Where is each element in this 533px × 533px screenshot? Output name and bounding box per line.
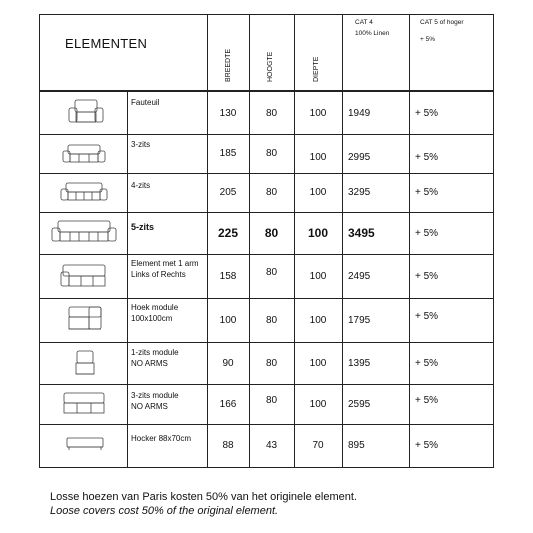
five-seater-sofa-icon xyxy=(50,218,118,246)
row-diepte: 100 xyxy=(309,107,327,119)
row-price: 1795 xyxy=(348,314,371,326)
row-diepte: 100 xyxy=(309,314,327,326)
row-name-sub: 100x100cm xyxy=(131,314,173,323)
row-name-sub: NO ARMS xyxy=(131,402,168,411)
row-extra: + 5% xyxy=(415,440,439,451)
one-seater-module-icon xyxy=(74,348,96,378)
table-border-bottom xyxy=(39,467,494,468)
row-hoogte: 80 xyxy=(265,187,278,198)
row-hoogte: 43 xyxy=(265,440,278,451)
row-extra: + 5% xyxy=(415,270,439,282)
table-divider xyxy=(127,90,128,468)
one-arm-element-icon xyxy=(59,262,109,290)
row-price: 2595 xyxy=(348,398,371,410)
header-cat5-line2: + 5% xyxy=(420,36,435,43)
row-price: 3495 xyxy=(348,226,375,240)
row-hoogte: 80 xyxy=(265,357,278,369)
row-diepte: 100 xyxy=(309,357,327,369)
row-extra: + 5% xyxy=(415,152,439,163)
table-divider xyxy=(342,14,343,468)
row-hoogte: 80 xyxy=(265,148,278,159)
row-price: 1395 xyxy=(348,357,371,369)
row-hoogte: 80 xyxy=(264,226,279,240)
table-divider xyxy=(409,14,410,468)
row-breedte: 88 xyxy=(222,440,234,451)
header-cat4 xyxy=(355,17,389,39)
row-extra: + 5% xyxy=(415,107,439,119)
row-name: Fauteuil xyxy=(131,98,160,107)
header-diepte: DIEPTE xyxy=(313,56,320,82)
row-name: Hocker 88x70cm xyxy=(131,434,192,443)
row-breedte: 130 xyxy=(219,107,237,119)
four-seater-sofa-icon xyxy=(59,180,109,204)
row-price: 1949 xyxy=(348,107,371,119)
header-hoogte: HOOGTE xyxy=(267,51,274,82)
row-name: 3-zits xyxy=(131,140,151,149)
row-name: 4-zits xyxy=(131,181,151,190)
row-name: 5-zits xyxy=(131,222,155,232)
row-extra: + 5% xyxy=(415,187,439,198)
row-name: 1-zits module xyxy=(131,348,179,357)
three-seater-sofa-icon xyxy=(61,142,107,166)
row-breedte: 100 xyxy=(219,314,237,326)
footstool-icon xyxy=(65,434,105,454)
corner-module-icon xyxy=(67,304,103,336)
row-hoogte: 80 xyxy=(265,266,278,278)
table-border-top xyxy=(39,14,494,15)
note-english: Loose covers cost 50% of the original element. xyxy=(50,505,279,517)
row-price: 895 xyxy=(348,440,365,451)
row-extra: + 5% xyxy=(415,394,439,406)
table-title: ELEMENTEN xyxy=(65,36,148,51)
row-diepte: 100 xyxy=(309,398,327,410)
header-breedte: BREEDTE xyxy=(225,48,232,82)
row-breedte: 158 xyxy=(219,270,237,282)
row-breedte: 225 xyxy=(217,226,239,240)
row-name-sub: NO ARMS xyxy=(131,359,168,368)
row-name: Element met 1 arm xyxy=(131,259,199,268)
row-extra: + 5% xyxy=(415,310,439,322)
header-cat4-line2: 100% Linen xyxy=(355,30,390,37)
row-price: 2995 xyxy=(348,152,371,163)
row-breedte: 205 xyxy=(219,187,237,198)
row-breedte: 185 xyxy=(219,148,237,159)
row-diepte: 100 xyxy=(309,152,327,163)
row-breedte: 90 xyxy=(222,357,234,369)
header-cat5-line1: CAT 5 of hoger xyxy=(420,19,464,26)
row-diepte: 100 xyxy=(307,226,329,240)
row-diepte: 100 xyxy=(309,270,327,282)
price-table xyxy=(39,14,494,468)
table-border-left xyxy=(39,14,40,468)
row-name-sub: Links of Rechts xyxy=(131,270,186,279)
row-price: 2495 xyxy=(348,270,371,282)
header-cat4-line1: CAT 4 xyxy=(355,19,373,26)
three-seater-module-icon xyxy=(61,390,107,418)
row-name: 3-zits module xyxy=(131,391,179,400)
row-diepte: 70 xyxy=(312,440,324,451)
row-extra: + 5% xyxy=(415,357,439,369)
row-price: 3295 xyxy=(348,187,371,198)
row-hoogte: 80 xyxy=(265,107,278,119)
header-cat5 xyxy=(420,17,463,45)
row-extra: + 5% xyxy=(415,227,439,239)
row-hoogte: 80 xyxy=(265,314,278,326)
table-border-right xyxy=(493,14,494,468)
row-breedte: 166 xyxy=(219,398,237,410)
row-name: Hoek module xyxy=(131,303,179,312)
row-diepte: 100 xyxy=(309,187,327,198)
armchair-icon xyxy=(67,98,105,126)
row-hoogte: 80 xyxy=(265,394,278,406)
note-dutch: Losse hoezen van Paris kosten 50% van het originele element. xyxy=(50,491,357,503)
